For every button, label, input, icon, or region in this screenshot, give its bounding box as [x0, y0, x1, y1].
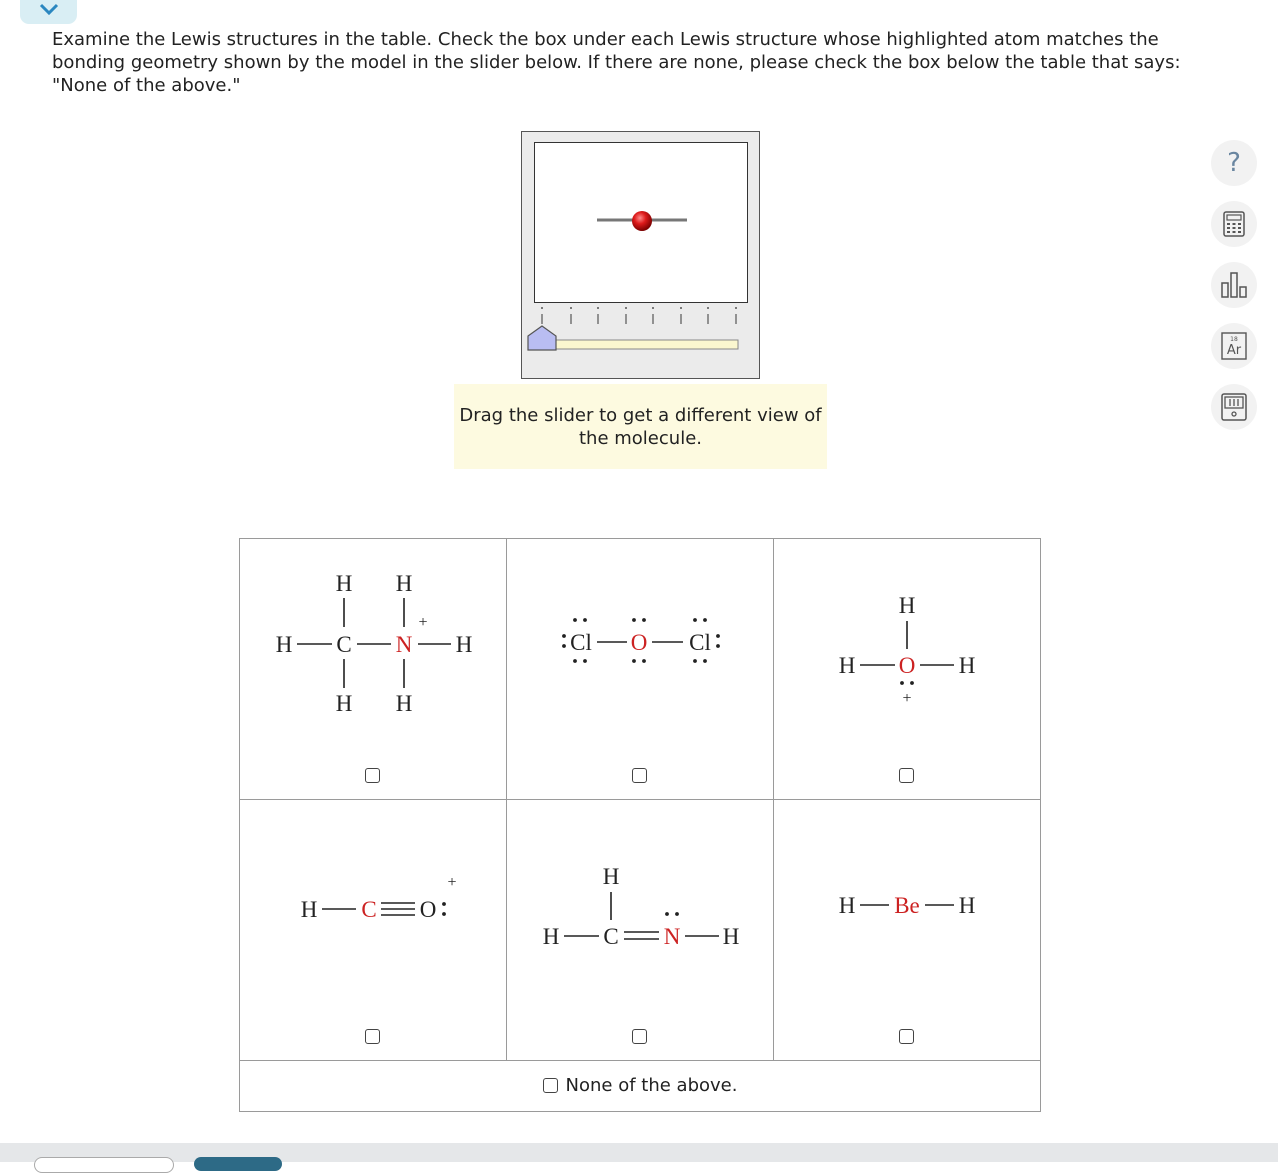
svg-text:H: H	[958, 653, 976, 678]
view-slider[interactable]	[522, 304, 759, 364]
none-of-the-above-option[interactable]	[543, 1075, 738, 1096]
question-prompt: Examine the Lewis structures in the table. Check the box under each Lewis structure whose highlighted atom matches the bonding geometry shown by the model in the slider below. If there are none, please check the box below the table that says: "None of the above."	[52, 29, 1181, 96]
svg-text:+: +	[418, 614, 428, 631]
structure-cell-4	[240, 800, 507, 1061]
svg-text:N: N	[663, 924, 681, 949]
svg-text:H: H	[455, 632, 473, 657]
svg-text:Ar: Ar	[1226, 343, 1242, 358]
svg-text:Cl: Cl	[689, 630, 711, 655]
svg-text:N: N	[395, 632, 413, 657]
svg-text:H: H	[335, 571, 353, 596]
svg-text:H: H	[542, 924, 560, 949]
structure-5-checkbox[interactable]	[632, 1029, 647, 1044]
lewis-structure-4	[240, 800, 506, 1060]
molecule-viewer	[521, 131, 760, 379]
lewis-structure-6	[774, 800, 1040, 1060]
svg-text:H: H	[958, 893, 976, 918]
svg-text:O: O	[630, 630, 648, 655]
collapse-toggle[interactable]	[20, 0, 77, 24]
svg-text:H: H	[335, 691, 353, 716]
svg-text:H: H	[602, 864, 620, 889]
svg-text:C: C	[603, 924, 619, 949]
bottom-action-bar	[0, 1143, 1278, 1162]
svg-text:C: C	[336, 632, 352, 657]
structure-1-checkbox[interactable]	[365, 768, 380, 783]
periodic-table-icon	[1221, 332, 1247, 360]
svg-text:H: H	[838, 653, 856, 678]
svg-text:H: H	[275, 632, 293, 657]
bar-chart-icon	[1220, 271, 1248, 299]
none-of-the-above-row	[240, 1061, 1041, 1112]
slider-hint: Drag the slider to get a different view of the molecule.	[454, 384, 827, 469]
calculator-button[interactable]	[1211, 201, 1257, 247]
svg-text:18: 18	[1230, 336, 1238, 343]
lewis-structure-1	[240, 539, 506, 799]
svg-text:+: +	[902, 690, 912, 707]
structure-6-checkbox[interactable]	[899, 1029, 914, 1044]
structure-cell-2	[507, 539, 774, 800]
svg-text:H: H	[722, 924, 740, 949]
lewis-structure-3	[774, 539, 1040, 799]
slider-handle[interactable]	[528, 326, 556, 350]
none-of-the-above-checkbox[interactable]	[543, 1078, 558, 1093]
svg-text:Cl: Cl	[570, 630, 592, 655]
reference-button[interactable]	[1211, 384, 1257, 430]
svg-text:H: H	[898, 593, 916, 618]
structure-4-checkbox[interactable]	[365, 1029, 380, 1044]
slider-track[interactable]	[550, 340, 738, 349]
svg-text:O: O	[419, 897, 437, 922]
svg-text:C: C	[361, 897, 377, 922]
central-atom	[632, 211, 652, 231]
molecule-viewport	[534, 142, 748, 303]
none-of-the-above-label: None of the above.	[565, 1075, 738, 1096]
svg-text:+: +	[447, 874, 457, 891]
svg-text:O: O	[898, 653, 916, 678]
structure-cell-5	[507, 800, 774, 1061]
reference-icon	[1221, 393, 1247, 421]
svg-text:H: H	[300, 897, 318, 922]
structure-3-checkbox[interactable]	[899, 768, 914, 783]
svg-text:H: H	[395, 691, 413, 716]
structure-cell-6	[774, 800, 1041, 1061]
calculator-icon	[1222, 211, 1246, 237]
help-icon: ?	[1227, 148, 1241, 178]
structure-cell-3	[774, 539, 1041, 800]
lewis-structure-table	[239, 538, 1041, 1112]
molecule-model	[535, 143, 747, 302]
primary-action-button[interactable]	[194, 1157, 282, 1171]
lewis-structure-5	[507, 800, 773, 1060]
lewis-structure-2	[507, 539, 773, 799]
structure-2-checkbox[interactable]	[632, 768, 647, 783]
secondary-action-button[interactable]	[34, 1157, 174, 1173]
structure-cell-1	[240, 539, 507, 800]
svg-text:H: H	[838, 893, 856, 918]
svg-text:H: H	[395, 571, 413, 596]
periodic-table-button[interactable]	[1211, 323, 1257, 369]
svg-text:Be: Be	[894, 893, 920, 918]
help-button[interactable]	[1211, 140, 1257, 186]
chevron-down-icon	[39, 2, 59, 16]
data-chart-button[interactable]	[1211, 262, 1257, 308]
